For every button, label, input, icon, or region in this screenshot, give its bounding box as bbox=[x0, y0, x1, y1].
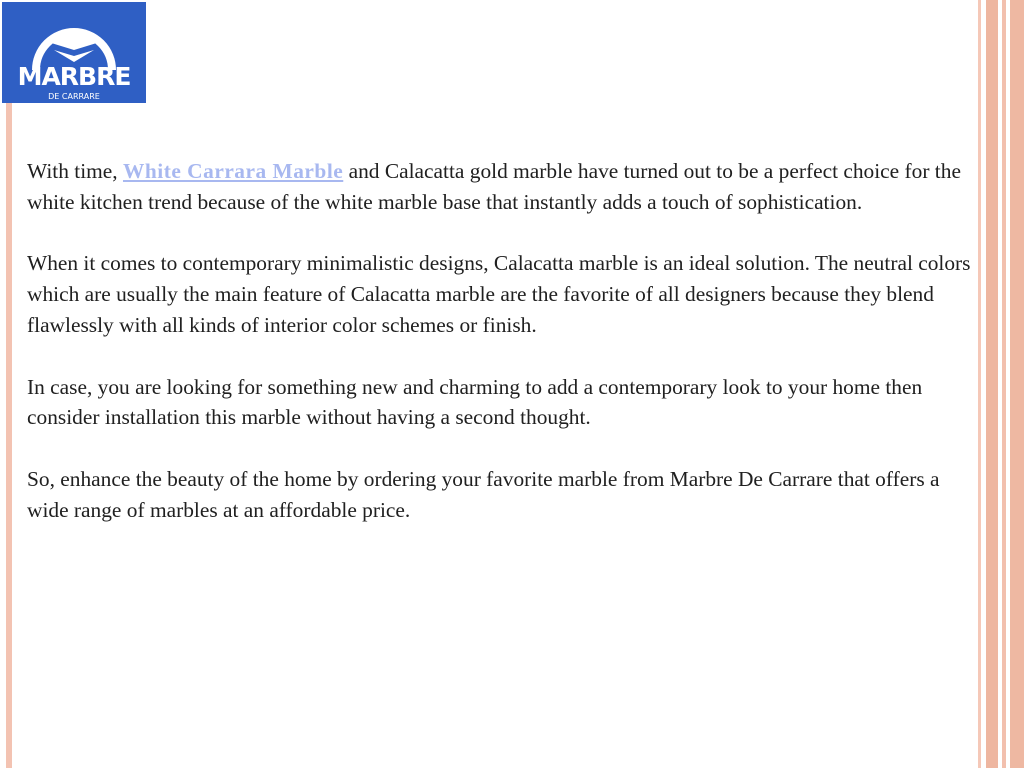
right-decorative-stripes bbox=[978, 0, 1024, 768]
logo-wordmark: MARBRE bbox=[17, 62, 131, 91]
stripe bbox=[1010, 0, 1024, 768]
slide-content bbox=[27, 156, 972, 556]
stripe bbox=[1002, 0, 1006, 768]
white-carrara-marble-link[interactable]: White Carrara Marble bbox=[122, 159, 344, 183]
paragraph-1-prefix: With time, bbox=[27, 159, 123, 183]
paragraph-1-suffix: and Calacatta gold marble have turned out to be a perfect choice for the white kitchen trend because of the white marble base that instantly adds a touch of sophistication. bbox=[27, 159, 961, 214]
paragraph-2: When it comes to contemporary minimalistic designs, Calacatta marble is an ideal solution. The neutral colors which are usually the main feature of Calacatta marble are the favorite of all designers because they blend flawlessly with all kinds of interior color schemes or finish. bbox=[27, 251, 971, 337]
paragraph-4: So, enhance the beauty of the home by ordering your favorite marble from Marbre De Carrare that offers a wide range of marbles at an affordable price. bbox=[27, 466, 940, 522]
logo-subtitle: DE CARRARE bbox=[48, 92, 100, 101]
marbre-logo[interactable] bbox=[2, 2, 146, 103]
paragraph-3: In case, you are looking for something new and charming to add a contemporary look to your home then consider installation this marble without having a second thought. bbox=[27, 374, 923, 430]
left-decorative-stripe bbox=[6, 102, 12, 768]
paragraph-1 bbox=[27, 156, 972, 218]
stripe bbox=[986, 0, 998, 768]
stripe bbox=[978, 0, 981, 768]
